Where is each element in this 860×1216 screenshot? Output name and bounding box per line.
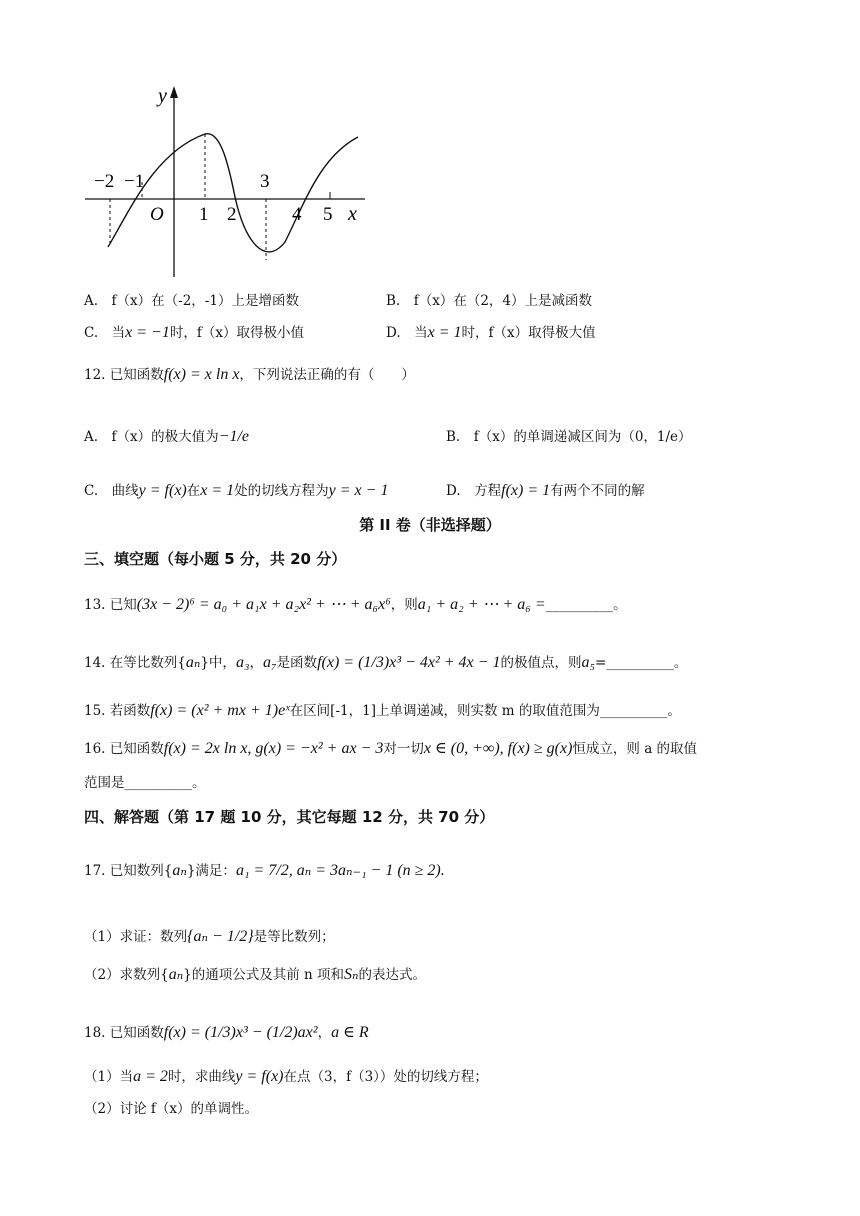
q11-option-c-math: x = −1 (125, 324, 170, 341)
q12-option-c-math1: y = f(x) (138, 482, 187, 499)
q13-math2: a₁ + a₂ + ⋯ + a₆ = (417, 596, 546, 613)
q14-math: f(x) = (1/3)x³ − 4x² + 4x − 1 (317, 654, 501, 671)
q18-stem (84, 1024, 369, 1042)
q14-mid3: 的极值点，则 (500, 655, 582, 671)
y-axis-arrow (170, 86, 178, 98)
tick-label-3: 3 (260, 171, 270, 192)
q12-stem-math: f(x) = x ln x (163, 366, 240, 383)
q12-option-a (84, 428, 249, 446)
q17-prefix: 17. 已知数列{ (84, 863, 173, 879)
q12-option-c (84, 482, 388, 500)
q18-part1 (84, 1068, 488, 1086)
q12-stem-prefix: 12. 已知函数 (84, 367, 164, 383)
q12-option-c-math3: y = x − 1 (328, 482, 389, 499)
section4-heading: 四、解答题（第 17 题 10 分，其它每题 12 分，共 70 分） (84, 808, 495, 826)
y-axis-label: y (158, 85, 167, 107)
q14 (84, 654, 687, 672)
q16-suffix: 恒成立，则 a 的取值 (572, 741, 698, 757)
q17-stem (84, 862, 445, 880)
q13-blank: __________。 (545, 597, 627, 613)
q12-stem (84, 366, 415, 384)
q11-option-a: A. f（x）在（-2，-1）上是增函数 (84, 293, 299, 309)
q18-comma: ， (317, 1025, 332, 1041)
q12-option-d-suffix: 有两个不同的解 (550, 483, 645, 499)
origin-label: O (150, 204, 164, 225)
q14-an: aₙ (185, 654, 201, 671)
q12-option-d (446, 482, 645, 500)
q17-math: a₁ = 7/2, aₙ = 3aₙ₋₁ − 1 (n ≥ 2). (235, 862, 445, 879)
q18-math: f(x) = (1/3)x³ − (1/2)ax² (163, 1024, 318, 1041)
q12-option-d-math: f(x) = 1 (501, 482, 551, 499)
q17-part2-mid: }的通项公式及其前 n 项和 (183, 967, 345, 983)
tick-label-neg1: −1 (124, 171, 145, 192)
q15-math: f(x) = (x² + mx + 1)eˣ (150, 702, 290, 719)
q17-part1-math: {aₙ − 1/2} (187, 928, 254, 945)
function-curve (108, 134, 358, 252)
tick-label-2: 2 (227, 204, 237, 225)
q13-mid: ，则 (390, 597, 418, 613)
q11-option-c-prefix: C. 当 (84, 325, 126, 341)
q17-mid: }满足： (186, 863, 236, 879)
q16-line2: 范围是__________。 (84, 775, 206, 791)
q12-option-c-mid: 在 (186, 483, 201, 499)
function-graph (80, 82, 380, 282)
q18-prefix: 18. 已知函数 (84, 1025, 164, 1041)
q17-part2 (84, 966, 426, 984)
q17-part2-suffix: 的表达式。 (358, 967, 427, 983)
tick-label-4: 4 (292, 204, 302, 225)
q14-mid1: }中， (200, 655, 236, 671)
q14-prefix: 14. 在等比数列{ (84, 655, 186, 671)
q14-blank: =__________。 (595, 655, 688, 671)
q18-math2: a ∈ R (331, 1024, 369, 1041)
q11-option-b: B. f（x）在（2，4）上是减函数 (386, 293, 592, 309)
q16-mid: 对一切 (383, 741, 424, 757)
q11-option-d (386, 324, 596, 342)
q11-option-d-math: x = 1 (427, 324, 462, 341)
q17-part1-suffix: 是等比数列； (253, 929, 335, 945)
q17-part2-prefix: （2）求数列{ (84, 967, 169, 983)
q11-option-d-suffix: 时，f（x）取得极大值 (461, 325, 596, 341)
q14-a5: a₅ (581, 654, 596, 671)
q13-math: (3x − 2)⁶ = a₀ + a₁x + a₂x² + ⋯ + a₆x⁶ (136, 596, 391, 613)
q17-part1-prefix: （1）求证：数列 (84, 929, 188, 945)
q12-option-c-math2: x = 1 (200, 482, 235, 499)
q15 (84, 702, 681, 720)
q18-part1-math1: a = 2 (133, 1068, 168, 1085)
q12-option-c-mid2: 处的切线方程为 (234, 483, 329, 499)
q18-part1-prefix: （1）当 (84, 1069, 134, 1085)
q16-prefix: 16. 已知函数 (84, 741, 164, 757)
q11-option-c (84, 324, 304, 342)
q17-part2-sn: Sₙ (344, 966, 359, 983)
x-axis-label: x (348, 203, 357, 225)
q12-option-a-math: −1/e (218, 428, 249, 445)
q15-suffix: 在区间[-1，1]上单调递减，则实数 m 的取值范围为__________。 (289, 703, 681, 719)
q14-a7: a₇ (263, 654, 277, 671)
tick-label-5: 5 (323, 204, 333, 225)
q14-sep: ， (249, 655, 263, 671)
q17-an: aₙ (172, 862, 187, 879)
q13 (84, 596, 627, 614)
q14-mid2: 是函数 (276, 655, 318, 671)
q12-stem-suffix: ，下列说法正确的有（ ） (239, 367, 415, 383)
q14-a3: a₃ (235, 654, 250, 671)
q17-part2-an: aₙ (168, 966, 184, 983)
q17-part1 (84, 928, 335, 946)
q18-part1-suffix: 在点（3，f（3））处的切线方程； (283, 1069, 488, 1085)
q18-part1-mid: 时，求曲线 (167, 1069, 236, 1085)
q13-prefix: 13. 已知 (84, 597, 137, 613)
tick-label-neg2: −2 (94, 171, 115, 192)
q12-option-d-prefix: D. 方程 (446, 483, 502, 499)
q12-option-c-prefix: C. 曲线 (84, 483, 139, 499)
q16 (84, 740, 697, 758)
q15-prefix: 15. 若函数 (84, 703, 151, 719)
q12-option-a-prefix: A. f（x）的极大值为 (84, 429, 219, 445)
q12-option-b: B. f（x）的单调递减区间为（0，1/e） (446, 429, 692, 445)
q11-option-d-prefix: D. 当 (386, 325, 428, 341)
part2-title: 第 II 卷（非选择题） (359, 516, 501, 534)
q16-math: f(x) = 2x ln x, g(x) = −x² + ax − 3 (163, 740, 384, 757)
q11-option-c-suffix: 时，f（x）取得极小值 (169, 325, 304, 341)
section3-heading: 三、填空题（每小题 5 分，共 20 分） (84, 550, 347, 568)
q18-part1-math2: y = f(x) (235, 1068, 284, 1085)
q18-part2: （2）讨论 f（x）的单调性。 (84, 1101, 258, 1117)
tick-label-1: 1 (199, 204, 209, 225)
q16-math2: x ∈ (0, +∞), f(x) ≥ g(x) (423, 740, 573, 757)
